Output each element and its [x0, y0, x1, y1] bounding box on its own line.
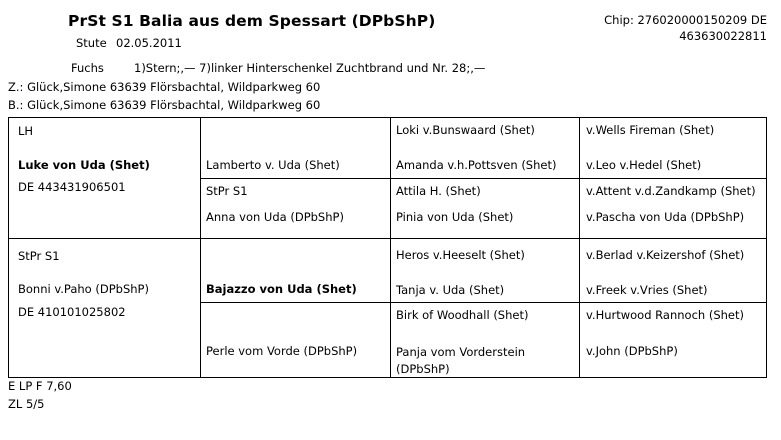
dd-sire: Birk of Woodhall (Shet) [396, 308, 529, 322]
dam-dam-name: Perle vom Vorde (DPbShP) [206, 344, 358, 358]
sd-sire: Attila H. (Shet) [396, 184, 481, 198]
sire-dam-prefix: StPr S1 [206, 184, 248, 198]
sss-sire: v.Wells Fireman (Shet) [586, 123, 715, 137]
dss-sire: v.Berlad v.Keizershof (Shet) [586, 248, 745, 262]
sd-dam: Pinia von Uda (Shet) [396, 210, 514, 224]
ds-dam: Tanja v. Uda (Shet) [396, 283, 505, 297]
sire-prefix: LH [18, 124, 34, 138]
dam-name: Bonni v.Paho (DPbShP) [18, 282, 149, 296]
dsd-sire: v.Freek v.Vries (Shet) [586, 283, 708, 297]
sire-name: Luke von Uda (Shet) [18, 158, 150, 172]
ss-dam: Amanda v.h.Pottsven (Shet) [396, 158, 557, 172]
dd-dam: Panja vom Vorderstein (DPbShP) [396, 345, 526, 376]
performance-score: E LP F 7,60 [8, 379, 72, 393]
ds-sire: Heros v.Heeselt (Shet) [396, 248, 525, 262]
horse-sex: Stute [76, 36, 107, 50]
horse-markings: 1)Stern;,— 7)linker Hinterschenkel Zuchtbrand und Nr. 28;,— [134, 61, 486, 75]
horse-birthdate: 02.05.2011 [116, 36, 182, 50]
pedigree-table [8, 117, 767, 378]
breeder-info: Z.: Glück,Simone 63639 Flörsbachtal, Wildparkweg 60 [8, 80, 321, 94]
sds-sire: v.Attent v.d.Zandkamp (Shet) [586, 184, 756, 198]
dam-registration: DE 410101025802 [18, 305, 126, 319]
ddd-sire: v.John (DPbShP) [586, 344, 678, 358]
dam-sire-name: Bajazzo von Uda (Shet) [206, 282, 357, 296]
horse-title: PrSt S1 Balia aus dem Spessart (DPbShP) [68, 12, 436, 30]
ss-sire: Loki v.Bunswaard (Shet) [396, 123, 535, 137]
owner-info: B.: Glück,Simone 63639 Flörsbachtal, Wildparkweg 60 [8, 98, 321, 112]
horse-color: Fuchs [71, 61, 104, 75]
sire-registration: DE 443431906501 [18, 180, 126, 194]
ssd-sire: v.Leo v.Hedel (Shet) [586, 158, 702, 172]
chip-number: Chip: 276020000150209 DE 463630022811 [604, 13, 767, 43]
sire-sire-name: Lamberto v. Uda (Shet) [206, 158, 340, 172]
sire-dam-name: Anna von Uda (DPbShP) [206, 210, 344, 224]
dds-sire: v.Hurtwood Rannoch (Shet) [586, 308, 744, 322]
breeding-value: ZL 5/5 [8, 397, 45, 411]
sdd-sire: v.Pascha von Uda (DPbShP) [586, 210, 745, 224]
dam-prefix: StPr S1 [18, 249, 60, 263]
